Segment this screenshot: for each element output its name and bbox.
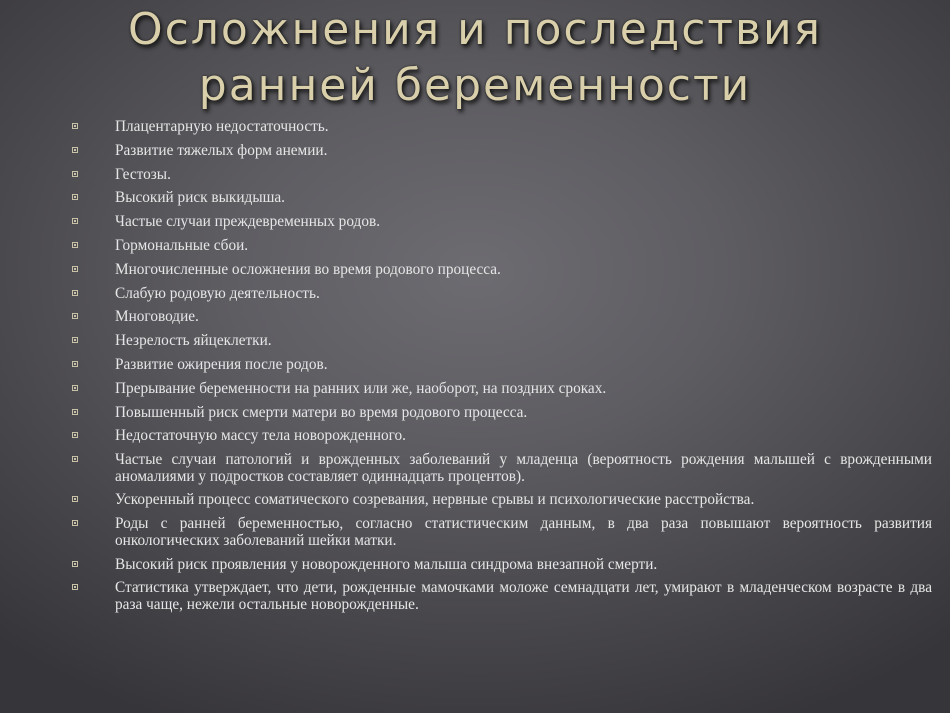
- bullet-list: [72, 119, 932, 621]
- square-bullet-icon: [72, 496, 78, 502]
- list-item: [72, 214, 932, 231]
- list-item-text: Повышенный риск смерти матери во время родового процесса.: [115, 403, 528, 421]
- list-item-text: Многоводие.: [115, 308, 199, 326]
- list-item: [72, 309, 932, 326]
- list-item: [72, 238, 932, 255]
- list-item-text: Многочисленные осложнения во время родового процесса.: [115, 260, 501, 278]
- square-bullet-icon: [72, 147, 78, 153]
- square-bullet-icon: [72, 171, 78, 177]
- list-item-text: Развитие ожирения после родов.: [115, 355, 328, 373]
- list-item: [72, 492, 932, 509]
- list-item: [72, 580, 932, 613]
- list-item: [72, 333, 932, 350]
- square-bullet-icon: [72, 456, 78, 462]
- list-item: [72, 262, 932, 279]
- list-item-text: Незрелость яйцеклетки.: [115, 332, 272, 350]
- list-item-text: Недостаточную массу тела новорожденного.: [115, 427, 406, 445]
- list-item: [72, 557, 932, 574]
- list-item: [72, 286, 932, 303]
- list-item-text: Гестозы.: [115, 165, 171, 183]
- list-item-text: Развитие тяжелых форм анемии.: [115, 141, 328, 159]
- list-item-text: Частые случаи патологий и врожденных заболеваний у младенца (вероятность рождения малышей с врожденными аномалиями у подростков составляет одиннадцать процентов).: [115, 451, 932, 485]
- list-item: [72, 357, 932, 374]
- square-bullet-icon: [72, 584, 78, 590]
- list-item: [72, 190, 932, 207]
- slide-title-line-1: Осложнения и последствия: [127, 4, 823, 55]
- square-bullet-icon: [72, 385, 78, 391]
- slide-title: [0, 2, 950, 114]
- square-bullet-icon: [72, 266, 78, 272]
- square-bullet-icon: [72, 194, 78, 200]
- list-item-text: Ускоренный процесс соматического созревания, нервные срывы и психологические расстройства.: [115, 491, 755, 509]
- list-item-text: Гормональные сбои.: [115, 236, 249, 254]
- list-item: [72, 516, 932, 549]
- square-bullet-icon: [72, 313, 78, 319]
- square-bullet-icon: [72, 409, 78, 415]
- square-bullet-icon: [72, 290, 78, 296]
- slide-title-line-2: ранней беременности: [198, 60, 752, 111]
- list-item: [72, 119, 932, 136]
- list-item-text: Роды с ранней беременностью, согласно статистическим данным, в два раза повышают вероятность развития онкологических заболеваний шейки матки.: [115, 515, 932, 549]
- list-item-text: Слабую родовую деятельность.: [115, 284, 320, 302]
- square-bullet-icon: [72, 218, 78, 224]
- list-item-text: Плацентарную недостаточность.: [115, 118, 329, 135]
- square-bullet-icon: [72, 520, 78, 526]
- square-bullet-icon: [72, 123, 78, 129]
- square-bullet-icon: [72, 337, 78, 343]
- list-item-text: Статистика утверждает, что дети, рожденные мамочками моложе семнадцати лет, умирают в младенческом возрасте в два раза чаще, нежели остальные новорожденные.: [115, 579, 932, 613]
- list-item: [72, 405, 932, 422]
- list-item: [72, 143, 932, 160]
- square-bullet-icon: [72, 242, 78, 248]
- list-item-text: Высокий риск проявления у новорожденного малыша синдрома внезапной смерти.: [115, 555, 658, 573]
- list-item: [72, 428, 932, 445]
- list-item: [72, 452, 932, 485]
- list-item: [72, 381, 932, 398]
- square-bullet-icon: [72, 432, 78, 438]
- square-bullet-icon: [72, 561, 78, 567]
- list-item-text: Высокий риск выкидыша.: [115, 189, 285, 207]
- list-item: [72, 167, 932, 184]
- list-item-text: Прерывание беременности на ранних или же, наоборот, на поздних сроках.: [115, 379, 607, 397]
- square-bullet-icon: [72, 361, 78, 367]
- list-item-text: Частые случаи преждевременных родов.: [115, 213, 381, 231]
